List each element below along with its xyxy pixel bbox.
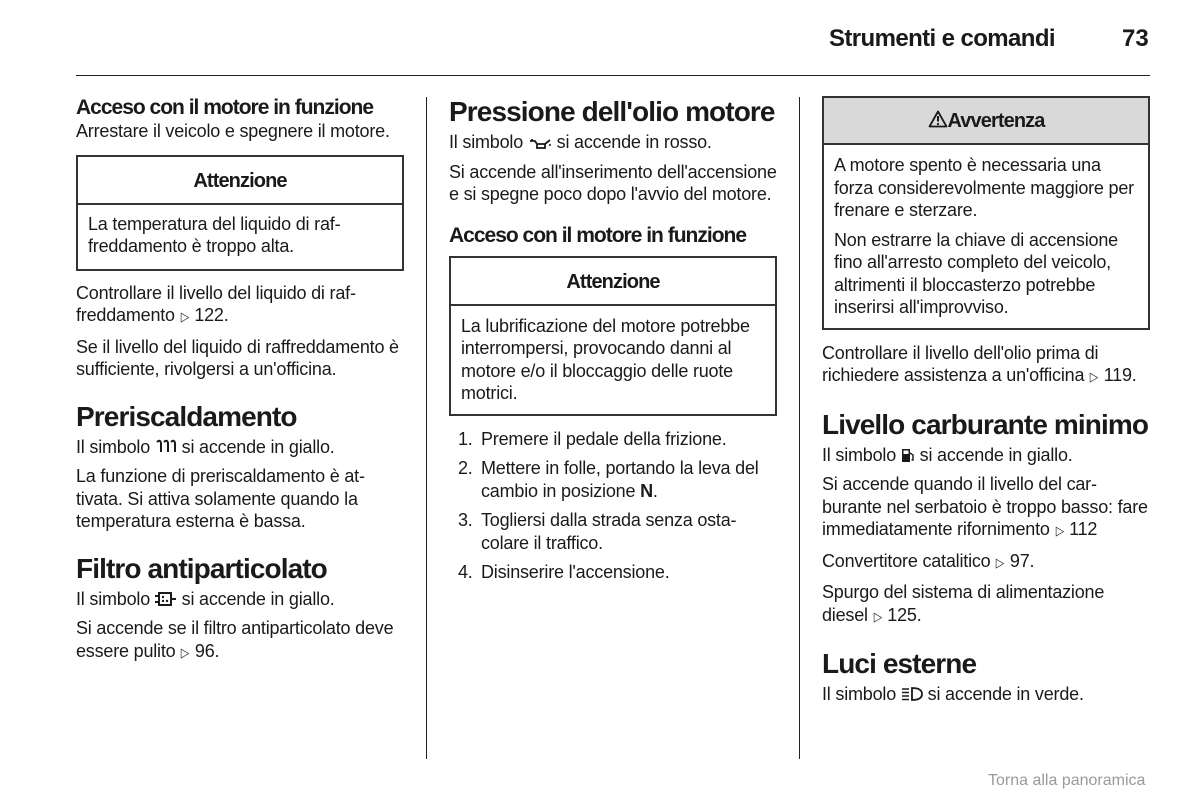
arrow-right-outline-icon: ▷ [1055,523,1064,538]
chapter-title: Strumenti e comandi [829,25,1055,52]
caution-box-oil [449,256,777,416]
caution-body [78,203,402,269]
text-oil-symbol: Il simbolo si accende in rosso. [449,132,712,152]
heading-engine-running: Acceso con il motore in funzione [76,96,374,119]
back-to-overview-link[interactable]: Torna alla panoramica [988,772,1146,789]
caution-box-coolant [76,155,404,271]
list-item: 1. Premere il pedale della frizione. [458,428,727,449]
heading-particle-filter: Filtro antiparticolato [76,552,327,584]
steps-list [449,428,777,584]
heading-low-fuel: Livello carburante minimo [822,408,1149,440]
heading-oil-pressure: Pressione dell'olio motore [449,96,775,127]
warning-text-1: A motore spento è necessaria una forza considerevolmente maggiore per frenare e sterzare. [834,155,1134,220]
caution-body [451,304,775,414]
glow-plug-icon [155,439,177,455]
list-item: 2. Mettere in folle, portando la leva del cambio in posizione N. [458,458,759,501]
warning-text-2: Non estrarre la chiave di accensione fino all'arresto completo del veicolo, altrimenti il bloccasterzo potrebbe inserirsi all'improvviso. [834,229,1118,317]
arrow-right-outline-icon: ▷ [181,644,190,660]
heading-preheating: Preriscaldamento [76,400,297,432]
warning-box [822,96,1150,330]
arrow-right-outline-icon: ▷ [996,554,1005,570]
heading-exterior-lights: Luci esterne [822,648,977,679]
page-ref-link[interactable]: 119. [1103,365,1137,385]
text-filter-desc: Si accende se il filtro antiparticolato deve essere pulito ▷ 96. [76,617,404,664]
warning-title: Avvertenza [947,110,1045,132]
oil-can-icon [528,136,552,150]
text-preheat-symbol: Il simbolo si accende in giallo. [76,436,335,457]
text-check-coolant: Controllare il livello del liquido di raffreddamento ▷ 122. [76,282,404,329]
page-ref-link[interactable]: 112 [1069,519,1098,539]
page-ref-link[interactable]: 97. [1009,550,1035,571]
text-oil-desc: Si accende all'inserimento dell'accensione e si spegne poco dopo l'avvio del motore. [449,161,777,204]
text-preheat-desc: La funzione di preriscaldamento è attivata. Si attiva solamente quando la temperatura esterna è bassa. [76,466,365,531]
column-middle [449,96,777,591]
column-divider-1 [426,97,427,759]
text-oil-check: Controllare il livello dell'olio prima di richiedere assistenza a un'officina ▷ 119. [822,342,1150,389]
heading-engine-running-2: Acceso con il motore in funzione [449,223,747,247]
text-fuel-symbol: Il simbolo si accende in giallo. [822,444,1073,465]
list-item: 4. Disinserire l'accensione. [458,562,670,582]
text-fuel-bleed: Spurgo del sistema di alimentazione diesel ▷ 125. [822,581,1150,628]
column-right [822,96,1150,713]
list-item: 3. Togliersi dalla strada senza ostacolare il traffico. [458,510,737,553]
arrow-right-outline-icon: ▷ [1089,369,1099,384]
caution-text: La lubrificazione del motore potrebbe interrompersi, provocando danni al motore e/o il bloccaggio delle ruote motrici. [461,315,750,403]
warning-triangle-icon [928,110,948,128]
page-ref-link[interactable]: 122. [194,305,229,325]
warning-body [824,143,1148,328]
arrow-right-outline-icon: ▷ [180,309,189,324]
text-stop-vehicle: Arrestare il veicolo e spegnere il motore. [76,121,390,141]
diesel-particle-filter-icon [155,591,177,607]
arrow-right-outline-icon: ▷ [873,608,882,624]
text-fuel-desc: Si accende quando il livello del carburante nel serbatoio è troppo basso: fare immediatamente rifornimento ▷ 112 [822,473,1150,543]
warning-header [824,98,1148,143]
column-divider-2 [799,97,800,759]
column-left [76,96,404,671]
text-coolant-level: Se il livello del liquido di raffreddamento è sufficiente, rivolgersi a un'officina. [76,336,399,379]
caution-text: La temperatura del liquido di raffreddamento è troppo alta. [88,213,341,256]
fuel-pump-icon [901,447,915,463]
text-catalytic: Convertitore catalitico ▷ 97. [822,550,1150,575]
exterior-light-icon [901,686,923,702]
page-ref-link[interactable]: 125. [887,604,922,625]
page-number: 73 [1122,25,1149,52]
header-divider [76,75,1150,76]
text-filter-symbol: Il simbolo si accende in giallo. [76,588,335,609]
page-ref-link[interactable]: 96. [194,640,220,661]
caution-title: Attenzione [193,169,287,192]
text-lights-symbol: Il simbolo si accende in verde. [822,684,1084,704]
caution-title: Attenzione [566,270,660,293]
